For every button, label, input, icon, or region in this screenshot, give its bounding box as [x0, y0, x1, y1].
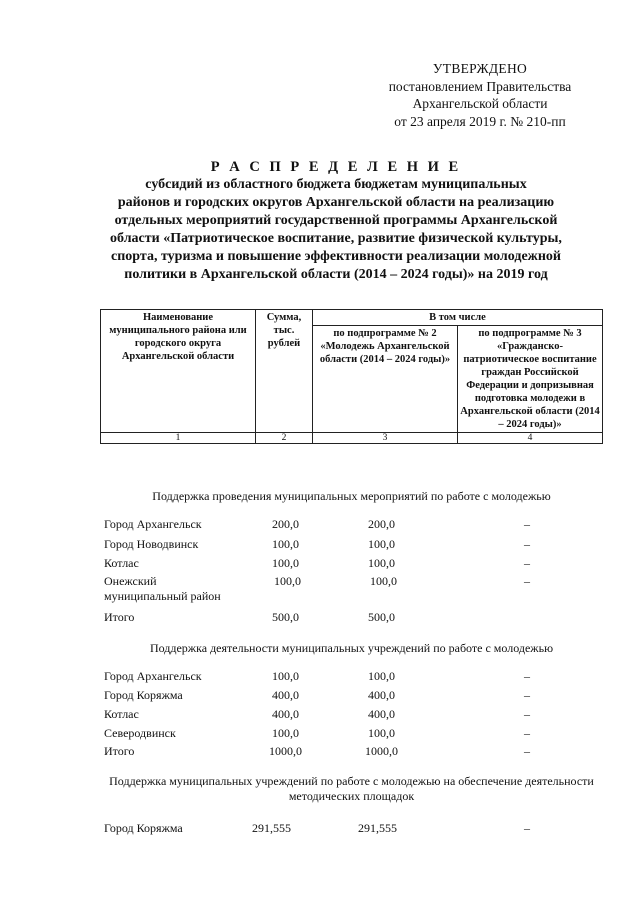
table-row: [104, 688, 604, 704]
approval-stamp: [370, 60, 590, 130]
row-sum: 100,0: [272, 669, 299, 683]
table-row: [104, 574, 604, 606]
section-title: Поддержка деятельности муниципальных учреждений по работе с молодежью: [149, 641, 554, 655]
table-row: [104, 726, 604, 742]
heading-line-2: районов и городских округов Архангельской области на реализацию: [117, 195, 555, 210]
table-row: [104, 744, 604, 760]
row-sub3: –: [524, 821, 530, 835]
row-sum: 100,0: [272, 537, 299, 551]
row-sub2: 400,0: [368, 707, 395, 721]
row-name: Город Коряжма: [104, 688, 183, 702]
row-sub3: –: [524, 669, 530, 683]
row-sub2: 500,0: [368, 610, 395, 624]
header-subprogram-2: по подпрограмме № 2 «Молодежь Архангельской области (2014 – 2024 годы)»: [313, 326, 458, 433]
row-sum: 100,0: [274, 574, 301, 588]
row-name: Северодвинск: [104, 726, 176, 740]
table-row: [104, 669, 604, 685]
row-name: Город Архангельск: [104, 669, 202, 683]
row-name: Итого: [104, 610, 135, 624]
table-row: [104, 610, 604, 626]
table-row: [104, 517, 604, 533]
header-region: Наименование муниципального района или городского округа Архангельской области: [101, 310, 256, 433]
header-col-num-4: 4: [458, 433, 603, 444]
table-row: [104, 821, 604, 837]
row-sub2: 100,0: [368, 556, 395, 570]
section-title: Поддержка муниципальных учреждений по работе с молодежью на обеспечение деятельности методических площадок: [109, 774, 594, 803]
row-name: Онежский муниципальный район: [104, 574, 221, 603]
heading-line-5: спорта, туризма и повышение эффективности реализации молодежной: [111, 249, 561, 264]
row-sub3: –: [524, 744, 530, 758]
row-sub2: 200,0: [368, 517, 395, 531]
row-sum: 1000,0: [269, 744, 302, 758]
row-sub2: 100,0: [370, 574, 397, 588]
header-col-num-2: 2: [256, 433, 313, 444]
row-sum: 291,555: [252, 821, 291, 835]
row-sub2: 100,0: [368, 669, 395, 683]
row-sub3: –: [524, 688, 530, 702]
heading-line-3: отдельных мероприятий государственной программы Архангельской: [114, 213, 558, 228]
row-name: Котлас: [104, 556, 139, 570]
row-sum: 100,0: [272, 556, 299, 570]
row-sub2: 100,0: [368, 726, 395, 740]
heading-line-6: политики в Архангельской области (2014 – 2024 годы)» на 2019 год: [124, 267, 548, 282]
row-sub3: –: [524, 707, 530, 721]
table-row: [104, 556, 604, 572]
heading-line-4: области «Патриотическое воспитание, развитие физической культуры,: [110, 231, 562, 246]
row-sub2: 291,555: [358, 821, 397, 835]
approval-line-2: Архангельской области: [412, 96, 548, 111]
heading-line-1: субсидий из областного бюджета бюджетам муниципальных: [145, 177, 527, 192]
row-sub2: 100,0: [368, 537, 395, 551]
approval-title: УТВЕРЖДЕНО: [432, 61, 528, 76]
table-header: [100, 309, 603, 444]
row-sub3: –: [524, 726, 530, 740]
approval-line-1: постановлением Правительства: [388, 78, 572, 94]
row-sum: 100,0: [272, 726, 299, 740]
header-including: В том числе: [313, 310, 603, 326]
table-row: [104, 537, 604, 553]
header-subprogram-3: по подпрограмме № 3 «Гражданско-патриотическое воспитание граждан Российской Федерации и допризывная подготовка молодежи в Архангельской области (2014 – 2024 годы)»: [458, 326, 603, 433]
row-sub2: 400,0: [368, 688, 395, 702]
approval-line-3: от 23 апреля 2019 г. № 210-пп: [394, 113, 566, 129]
row-sum: 500,0: [272, 610, 299, 624]
row-sub3: –: [524, 517, 530, 531]
row-name: Итого: [104, 744, 135, 758]
header-col-num-1: 1: [101, 433, 256, 444]
header-col-num-3: 3: [313, 433, 458, 444]
document-heading: [86, 158, 586, 284]
row-name: Город Новодвинск: [104, 537, 199, 551]
row-sub3: –: [524, 537, 530, 551]
row-sub3: –: [524, 556, 530, 570]
row-sub2: 1000,0: [365, 744, 398, 758]
row-sum: 200,0: [272, 517, 299, 531]
row-sum: 400,0: [272, 707, 299, 721]
row-sum: 400,0: [272, 688, 299, 702]
document-title: Р А С П Р Е Д Е Л Е Н И Е: [210, 159, 462, 175]
row-name: Котлас: [104, 707, 139, 721]
section-title: Поддержка проведения муниципальных мероприятий по работе с молодежью: [152, 489, 551, 503]
row-name: Город Архангельск: [104, 517, 202, 531]
row-name: Город Коряжма: [104, 821, 183, 835]
header-sum: Сумма, тыс. рублей: [256, 310, 313, 433]
table-row: [104, 707, 604, 723]
row-sub3: –: [524, 574, 530, 588]
